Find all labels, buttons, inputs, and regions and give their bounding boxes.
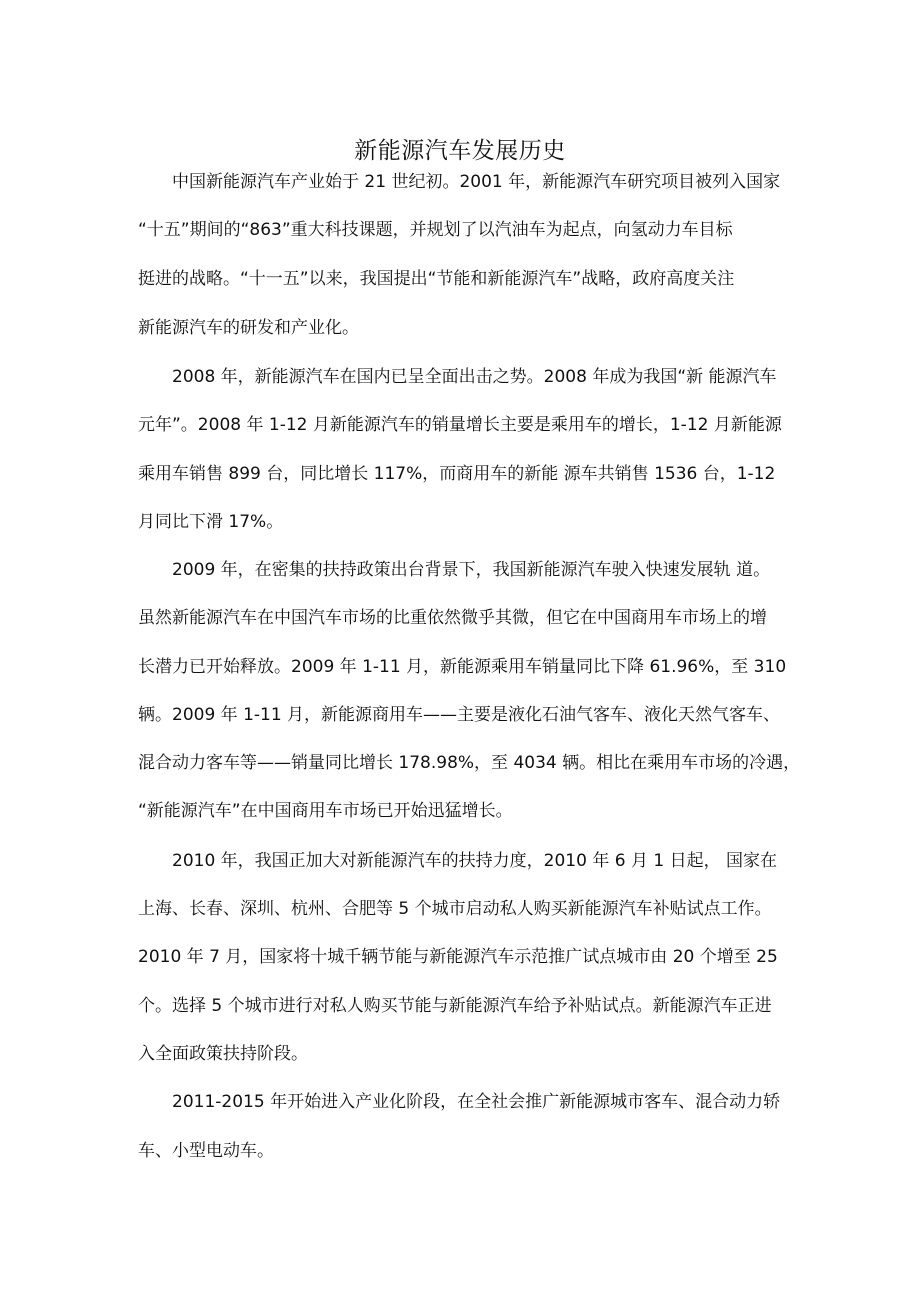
paragraph-line: 月同比下滑 17%。 — [138, 512, 284, 532]
paragraph-line: 长潜力已开始释放。2009 年 1-11 月，新能源乘用车销量同比下降 61.96%，至 310 — [138, 657, 787, 677]
paragraph-line: 乘用车销售 899 台，同比增长 117%，而商用车的新能 源车共销售 1536 台，1-12 — [138, 464, 776, 484]
paragraph-line: 2010 年，我国正加大对新能源汽车的扶持力度，2010 年 6 月 1 日起， 国家在 — [172, 851, 777, 871]
paragraph-line: 入全面政策扶持阶段。 — [138, 1044, 308, 1064]
paragraph-line: 混合动力客车等——销量同比增长 178.98%，至 4034 辆。相比在乘用车市场的冷遇， — [138, 753, 801, 773]
paragraph-line: 车、小型电动车。 — [138, 1141, 274, 1161]
paragraph-line: 新能源汽车的研发和产业化。 — [138, 318, 359, 338]
paragraph-line: 虽然新能源汽车在中国汽车市场的比重依然微乎其微，但它在中国商用车市场上的增 — [138, 608, 767, 628]
paragraph-line: 中国新能源汽车产业始于 21 世纪初。2001 年，新能源汽车研究项目被列入国家 — [172, 172, 781, 192]
paragraph-line: 上海、长春、深圳、杭州、合肥等 5 个城市启动私人购买新能源汽车补贴试点工作。 — [138, 899, 772, 919]
paragraph-line: 2011-2015 年开始进入产业化阶段，在全社会推广新能源城市客车、混合动力轿 — [172, 1092, 781, 1112]
document-title: 新能源汽车发展历史 — [354, 138, 566, 165]
paragraph-line: 2010 年 7 月，国家将十城千辆节能与新能源汽车示范推广试点城市由 20 个增至 25 — [138, 947, 778, 967]
paragraph-line: 元年”。2008 年 1-12 月新能源汽车的销量增长主要是乘用车的增长，1-12 月新能源 — [138, 415, 782, 435]
paragraph-line: 个。选择 5 个城市进行对私人购买节能与新能源汽车给予补贴试点。新能源汽车正进 — [138, 996, 772, 1016]
paragraph-line: 挺进的战略。“十一五”以来，我国提出“节能和新能源汽车”战略，政府高度关注 — [138, 269, 735, 289]
paragraph-line: 辆。2009 年 1-11 月，新能源商用车——主要是液化石油气客车、液化天然气客车、 — [138, 705, 781, 725]
paragraph-line: 2008 年，新能源汽车在国内已呈全面出击之势。2008 年成为我国“新 能源汽车 — [172, 367, 777, 387]
paragraph-line: “新能源汽车”在中国商用车市场已开始迅猛增长。 — [138, 801, 513, 821]
paragraph-line: “十五”期间的“863”重大科技课题，并规划了以汽油车为起点，向氢动力车目标 — [138, 220, 733, 240]
paragraph-line: 2009 年，在密集的扶持政策出台背景下，我国新能源汽车驶入快速发展轨 道。 — [172, 560, 771, 580]
